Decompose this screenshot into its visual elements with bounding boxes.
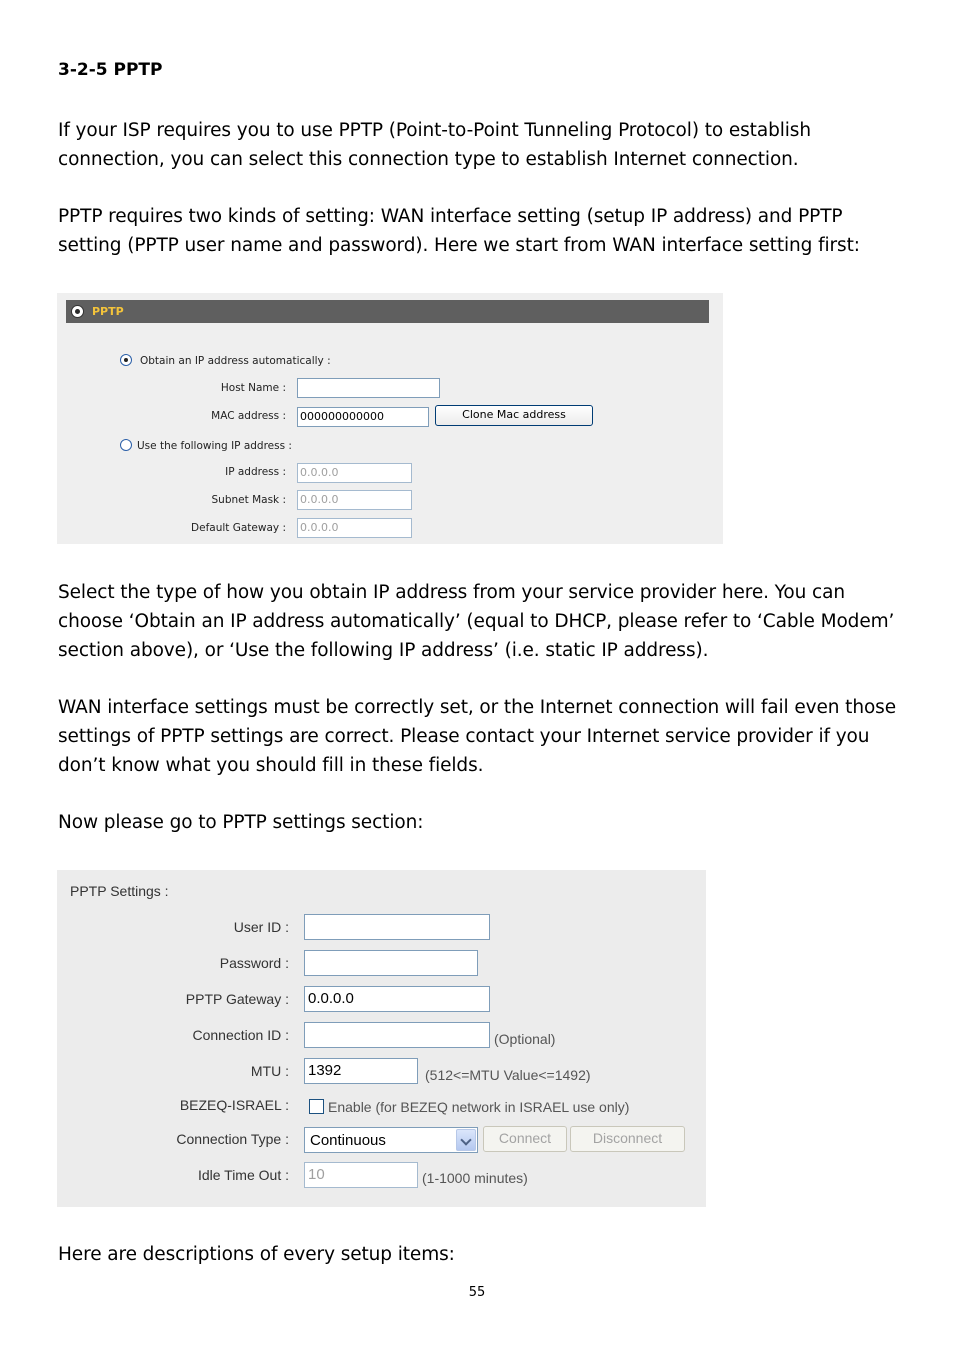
requirements-paragraph [58,202,898,260]
use-following-radio[interactable] [120,439,132,451]
obtain-auto-radio[interactable] [120,354,132,366]
wan-settings-screenshot [57,293,723,544]
intro-paragraph [58,116,898,174]
ip-address-label: IP address : [225,466,286,478]
pptp-title-bar [66,300,709,323]
user-id-label: User ID : [233,919,289,935]
bezeq-checkbox-label: Enable (for BEZEQ network in ISRAEL use only) [328,1099,630,1115]
section-heading: 3-2-5 PPTP [58,60,163,80]
host-name-label: Host Name : [220,382,286,394]
idle-time-out-label: Idle Time Out : [197,1167,289,1183]
text-line: section above), or ‘Use the following IP address’ (i.e. static IP address). [58,640,709,661]
idle-time-out-input[interactable]: 10 [304,1162,418,1188]
text-line: Select the type of how you obtain IP address from your service provider here. You can [58,582,845,603]
text-line: don’t know what you should fill in these fields. [58,755,484,776]
mtu-input[interactable]: 1392 [304,1058,418,1084]
pptp-radio[interactable] [71,305,84,318]
default-gateway-input[interactable]: 0.0.0.0 [297,518,412,538]
mtu-range-note: (512<=MTU Value<=1492) [425,1067,591,1083]
mac-address-label: MAC address : [211,410,286,422]
host-name-input[interactable] [297,378,440,398]
text-line: setting (PPTP user name and password). Here we start from WAN interface setting first: [58,235,860,256]
now-paragraph [58,808,898,837]
connection-id-note: (Optional) [494,1031,556,1047]
pptp-title: PPTP [92,305,124,318]
idle-time-out-note: (1-1000 minutes) [422,1170,528,1186]
mtu-label: MTU : [250,1063,289,1079]
mac-address-input[interactable]: 000000000000 [297,407,429,427]
pptp-settings-title: PPTP Settings : [70,883,169,899]
text-line: settings of PPTP settings are correct. Please contact your Internet service provider if you [58,726,870,747]
wan-warning-paragraph [58,693,898,780]
connection-type-select[interactable] [304,1127,478,1153]
text-line: Here are descriptions of every setup items: [58,1244,455,1265]
user-id-input[interactable] [304,914,490,940]
text-line: If your ISP requires you to use PPTP (Point-to-Point Tunneling Protocol) to establish [58,120,811,141]
text-line: connection, you can select this connection type to establish Internet connection. [58,149,799,170]
ip-address-input[interactable]: 0.0.0.0 [297,463,412,483]
connect-button[interactable]: Connect [483,1126,567,1152]
pptp-gateway-input[interactable]: 0.0.0.0 [304,986,490,1012]
default-gateway-label: Default Gateway : [191,522,286,534]
connection-id-label: Connection ID : [192,1027,289,1043]
chevron-down-icon[interactable] [456,1129,476,1151]
use-following-label: Use the following IP address : [137,440,292,452]
subnet-mask-label: Subnet Mask : [211,494,286,506]
password-label: Password : [219,955,289,971]
pptp-settings-screenshot [57,870,706,1207]
clone-mac-button[interactable]: Clone Mac address [435,405,593,426]
page-number: 55 [468,1285,486,1300]
text-line: PPTP requires two kinds of setting: WAN interface setting (setup IP address) and PPTP [58,206,843,227]
connection-type-label: Connection Type : [176,1131,289,1147]
text-line: WAN interface settings must be correctly set, or the Internet connection will fail even those [58,697,896,718]
bezeq-checkbox[interactable] [309,1099,324,1114]
connection-id-input[interactable] [304,1022,490,1048]
pptp-gateway-label: PPTP Gateway : [185,991,289,1007]
text-line: Now please go to PPTP settings section: [58,812,424,833]
subnet-mask-input[interactable]: 0.0.0.0 [297,490,412,510]
obtain-auto-label: Obtain an IP address automatically : [140,355,331,367]
descriptions-paragraph [58,1240,898,1269]
connection-type-value: Continuous [310,1132,386,1149]
bezeq-label: BEZEQ-ISRAEL : [179,1097,289,1113]
select-type-paragraph [58,578,898,665]
disconnect-button[interactable]: Disconnect [570,1126,685,1152]
password-input[interactable] [304,950,478,976]
text-line: choose ‘Obtain an IP address automatically’ (equal to DHCP, please refer to ‘Cable Modem’ [58,611,895,632]
